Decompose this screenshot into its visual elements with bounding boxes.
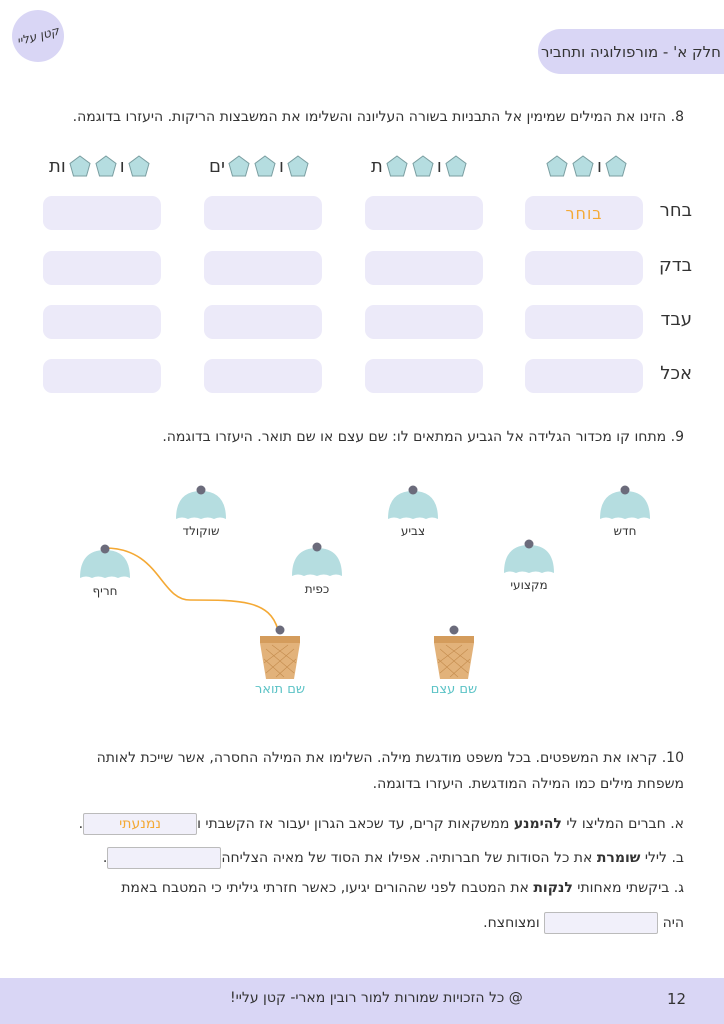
pentagon-icon xyxy=(286,154,310,178)
item-text: ב. לילי xyxy=(640,850,684,866)
scoop-label: חדש xyxy=(613,524,637,538)
bold-word: לנקות xyxy=(533,880,573,896)
cone-label: שם עצם xyxy=(430,682,478,697)
answer-cell[interactable] xyxy=(43,305,161,339)
q9-instruction: 9. מתחו קו מכדור הגלידה אל הגביע המתאים לו: שם עצם או שם תואר. היעזרו בדוגמה. xyxy=(162,429,684,445)
pentagon-icon xyxy=(571,154,595,178)
row-label-root: אכל xyxy=(660,363,692,384)
pattern-4 xyxy=(48,150,152,182)
row-label-root: עבד xyxy=(660,309,692,330)
pentagon-icon xyxy=(68,154,92,178)
answer-cell[interactable] xyxy=(525,359,643,393)
item-text: היה xyxy=(658,915,684,931)
answer-cell[interactable] xyxy=(43,251,161,285)
item-text: ג. ביקשתי מאחותי xyxy=(572,880,684,896)
item-text: . xyxy=(102,850,108,866)
ice-cream-scoop-icon[interactable] xyxy=(598,483,652,523)
bold-word: שומרת xyxy=(596,850,641,866)
answer-cell[interactable] xyxy=(525,305,643,339)
answer-blank[interactable] xyxy=(544,912,658,934)
pattern-vowel: ו xyxy=(597,155,602,177)
answer-blank[interactable] xyxy=(107,847,221,869)
answer-blank[interactable]: נמנעתי xyxy=(83,813,197,835)
q10-item-c xyxy=(121,880,684,896)
q10-instruction-line1: 10. קראו את המשפטים. בכל משפט מודגשת מילה. השלימו את המילה החסרה, אשר שייכת לאותה xyxy=(96,750,684,766)
q10-item-a xyxy=(79,813,684,835)
answer-cell[interactable] xyxy=(43,196,161,230)
section-title-pill xyxy=(538,29,724,74)
pattern-1 xyxy=(544,150,629,182)
brand-logo xyxy=(6,4,70,68)
answer-cell[interactable] xyxy=(525,251,643,285)
q10-item-c-line2 xyxy=(483,912,684,934)
pattern-suffix: ים xyxy=(209,155,225,177)
section-title: חלק א' - מורפולוגיה ותחביר xyxy=(541,42,721,61)
pattern-suffix: ות xyxy=(49,155,66,177)
scoop-label: צביע xyxy=(400,524,426,538)
answer-cell-example[interactable] xyxy=(525,196,643,230)
ice-cream-scoop-icon[interactable] xyxy=(290,540,344,580)
scoop-label: שוקולד xyxy=(182,524,220,538)
pentagon-icon xyxy=(604,154,628,178)
scoop-label: מקצועי xyxy=(510,578,548,592)
bold-word: להימנע xyxy=(513,816,562,832)
pattern-vowel: ו xyxy=(436,155,442,177)
answer-cell[interactable] xyxy=(365,251,483,285)
scoop-label: חריף xyxy=(92,584,118,598)
answer-cell[interactable] xyxy=(43,359,161,393)
example-answer: בוחר xyxy=(565,203,603,223)
pentagon-icon xyxy=(411,154,435,178)
item-text: . xyxy=(78,816,84,832)
scoop-label: כפית xyxy=(304,582,330,596)
ice-cream-cone-icon[interactable] xyxy=(258,625,302,681)
q10-instruction xyxy=(36,745,684,797)
ice-cream-scoop-icon[interactable] xyxy=(78,542,132,582)
answer-cell[interactable] xyxy=(365,359,483,393)
pentagon-icon xyxy=(253,154,277,178)
page-number: 12 xyxy=(667,990,687,1008)
q10-instruction-line2: משפחת מילים כמו המילה המודגשת. היעזרו בדוגמה. xyxy=(372,776,684,792)
answer-cell[interactable] xyxy=(204,251,322,285)
pentagon-icon xyxy=(385,154,409,178)
row-label-root: בחר xyxy=(659,200,692,221)
item-text: ומצוחצח. xyxy=(483,915,545,931)
logo-text: קטן עליי xyxy=(15,23,61,49)
pattern-vowel: ו xyxy=(119,155,125,177)
item-text: א. חברים המליצו לי xyxy=(561,816,684,832)
pattern-3 xyxy=(208,150,311,182)
q8-instruction: 8. הזינו את המילים שמימין אל התבניות בשורה העליונה והשלימו את המשבצות הריקות. היעזרו בדוגמה. xyxy=(72,109,684,125)
item-text: את המטבח לפני שההורים יגיעו, כאשר חזרתי גיליתי כי המטבח באמת xyxy=(121,880,534,896)
pentagon-icon xyxy=(444,154,468,178)
item-text: ממשקאות קרים, עד שכאב הגרון יעבור אז הקשבתי ו xyxy=(197,816,514,832)
pentagon-icon xyxy=(545,154,569,178)
pattern-2 xyxy=(370,150,469,182)
row-label-root: בדק xyxy=(658,255,692,276)
cone-label: שם תואר xyxy=(254,682,306,697)
ice-cream-cone-icon[interactable] xyxy=(432,625,476,681)
item-text: את כל הסודות של חברותיה. אפילו את הסוד של מאיה הצליחה xyxy=(221,850,597,866)
pentagon-icon xyxy=(127,154,151,178)
ice-cream-scoop-icon[interactable] xyxy=(386,483,440,523)
pattern-vowel: ו xyxy=(278,155,284,177)
ice-cream-scoop-icon[interactable] xyxy=(502,537,556,577)
pentagon-icon xyxy=(94,154,118,178)
answer-cell[interactable] xyxy=(365,196,483,230)
answer-cell[interactable] xyxy=(365,305,483,339)
answer-cell[interactable] xyxy=(204,359,322,393)
pattern-suffix: ת xyxy=(371,155,383,177)
answer-cell[interactable] xyxy=(204,196,322,230)
pentagon-icon xyxy=(227,154,251,178)
answer-cell[interactable] xyxy=(204,305,322,339)
copyright-text: @ כל הזכויות שמורות למור רובין מארי- קטן עליי! xyxy=(230,990,523,1006)
q10-item-b xyxy=(103,847,684,869)
ice-cream-scoop-icon[interactable] xyxy=(174,483,228,523)
